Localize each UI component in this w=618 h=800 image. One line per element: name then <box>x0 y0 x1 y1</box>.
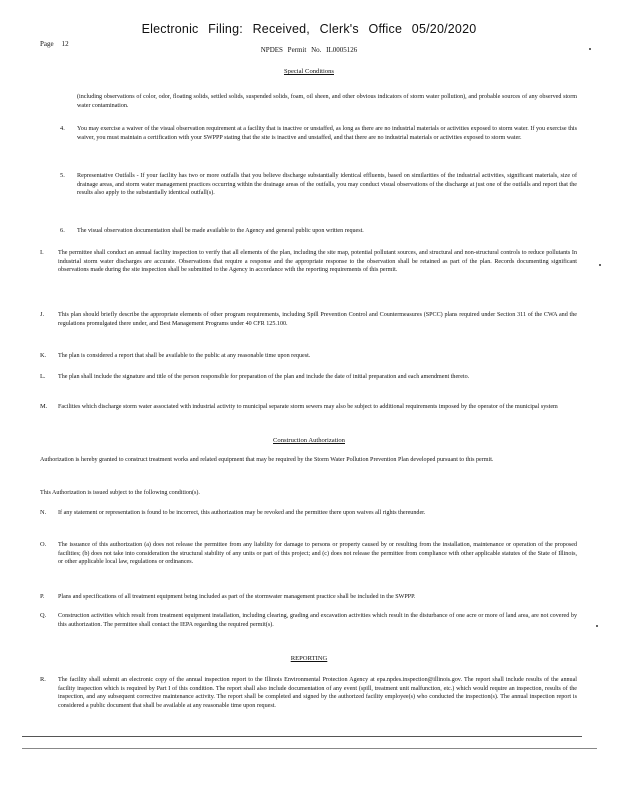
filing-banner: Electronic Filing: Received, Clerk's Office 05/20/2020 <box>141 22 477 36</box>
item-j-text: This plan should briefly describe the appropriate elements of other program requirements, including Spill Prevention Control and Countermeasures (SPCC) plans required under Section 311 of the CWA and the regulations promulgated there under, and Best Management Programs under 40 CFR 125.100. <box>58 312 577 327</box>
item-r-text: The facility shall submit an electronic copy of the annual inspection report to the Illinois Environmental Protection Agency at epa.npdes.inspection@illinois.gov. The report shall include results of the annual facility inspection which is required by Part I of this condition. The report shall also include documentation of any event (spill, treatment unit malfunction, etc.) which would require an inspection, results of the inspection, and any subsequent corrective maintenance activity. The report shall be completed and signed by the authorized facility employee(s) who conducted the inspection(s). The annual inspection report is considered a public document that shall be available at any reasonable time upon request. <box>58 677 577 710</box>
scan-speck <box>589 48 591 50</box>
item-6 <box>77 227 577 236</box>
authorization-conditions-intro <box>40 489 577 498</box>
item-q-text: Construction activities which result from treatment equipment installation, including clearing, grading and excavation activities which result in the disturbance of one acre or more of land area, are not covered by this authorization. The permittee shall contact the IEPA regarding the required permit(s). <box>58 613 577 628</box>
scan-speck <box>599 264 601 266</box>
item-4 <box>77 125 577 142</box>
authorization-text: Authorization is hereby granted to construct treatment works and related equipment that may be required by the Storm Water Pollution Prevention Plan developed pursuant to this permit. <box>40 457 494 463</box>
item-p-label: P. <box>40 593 45 600</box>
item-o-text: The issuance of this authorization (a) does not release the permittee from any liability for damage to persons or property caused by or resulting from the installation, maintenance or operation of the proposed facilities; (b) does not take into consideration the structural stability of any units or part of this project; and (c) does not release the permittee from compliance with other applicable statutes of the State of Illinois, or other applicable local law, regulations or ordinances. <box>58 542 577 566</box>
item-k-text: The plan is considered a report that shall be available to the public at any reasonable time upon request. <box>58 353 311 359</box>
item-q <box>58 612 577 629</box>
footer-rule-bottom <box>22 748 597 749</box>
item-m <box>58 403 577 412</box>
item-5-text: Representative Outfalls - If your facility has two or more outfalls that you believe discharge substantially identical effluents, based on similarities of the industrial activities, significant materials, size of drainage areas, and storm water management practices occurring within the drainage areas of the outfalls, you may conduct visual observations of the discharge at just one of the outfalls and report that the results also apply to the substantially identical outfall(s). <box>77 173 577 197</box>
item-l <box>58 373 577 382</box>
item-6-label: 6. <box>60 227 65 234</box>
item-j <box>58 311 577 328</box>
reporting-heading: REPORTING <box>290 655 328 662</box>
item-p <box>58 593 577 602</box>
item-r <box>58 676 577 711</box>
continuation-paragraph <box>77 93 577 110</box>
item-n <box>58 509 577 518</box>
item-5 <box>77 172 577 198</box>
construction-authorization-heading: Construction Authorization <box>273 437 345 444</box>
item-n-label: N. <box>40 509 47 516</box>
authorization-conditions-text: This Authorization is issued subject to the following condition(s). <box>40 490 200 496</box>
item-m-text: Facilities which discharge storm water associated with industrial activity to municipal separate storm sewers may also be subject to additional requirements imposed by the operator of the municipal system <box>58 404 558 410</box>
item-o <box>58 541 577 567</box>
item-i-text: The permittee shall conduct an annual facility inspection to verify that all elements of the plan, including the site map, potential pollutant sources, and structural and non-structural controls to reduce pollutants In industrial storm water discharges are accurate. Observations that require a response and the appropriate response to the observation shall be retained as part of the plan. Records documenting significant observations made during the site inspection shall be submitted to the Agency in accordance with the reporting requirements of this permit. <box>58 250 577 274</box>
item-i-label: I. <box>40 249 44 256</box>
item-q-label: Q. <box>40 612 47 619</box>
item-i <box>58 249 577 275</box>
item-l-label: L. <box>40 373 46 380</box>
authorization-paragraph <box>40 456 577 465</box>
page-number: 12 <box>61 40 69 48</box>
item-4-text: You may exercise a waiver of the visual observation requirement at a facility that is inactive or unstaffed, as long as there are no industrial materials or activities exposed to storm water. If you exercise this waiver, you must maintain a certification with your SWPPP stating that the site is inactive and unstaffed, and that there are no industrial materials or activities exposed to storm water. <box>77 126 577 141</box>
item-k <box>58 352 577 361</box>
item-n-text: If any statement or representation is found to be incorrect, this authorization may be revoked and the permittee there upon waives all rights thereunder. <box>58 510 426 516</box>
item-6-text: The visual observation documentation shall be made available to the Agency and general public upon written request. <box>77 228 364 234</box>
permit-number: NPDES Permit No. IL0005126 <box>260 46 358 54</box>
scan-speck <box>596 625 598 627</box>
page-label: Page <box>40 40 54 48</box>
item-5-label: 5. <box>60 172 65 179</box>
footer-rule-top <box>22 736 582 737</box>
item-k-label: K. <box>40 352 47 359</box>
item-m-label: M. <box>40 403 48 410</box>
item-r-label: R. <box>40 676 46 683</box>
item-p-text: Plans and specifications of all treatment equipment being included as part of the stormwater management practice shall be included in the SWPPP. <box>58 594 416 600</box>
item-j-label: J. <box>40 311 45 318</box>
special-conditions-heading: Special Conditions <box>283 68 334 75</box>
item-o-label: O. <box>40 541 47 548</box>
item-4-label: 4. <box>60 125 65 132</box>
item-l-text: The plan shall include the signature and title of the person responsible for preparation of the plan and include the date of initial preparation and each amendment thereto. <box>58 374 470 380</box>
continuation-text: (including observations of color, odor, floating solids, settled solids, suspended solids, foam, oil sheen, and other obvious indicators of storm water pollution), and probable sources of any observed storm water contamination. <box>77 94 577 109</box>
